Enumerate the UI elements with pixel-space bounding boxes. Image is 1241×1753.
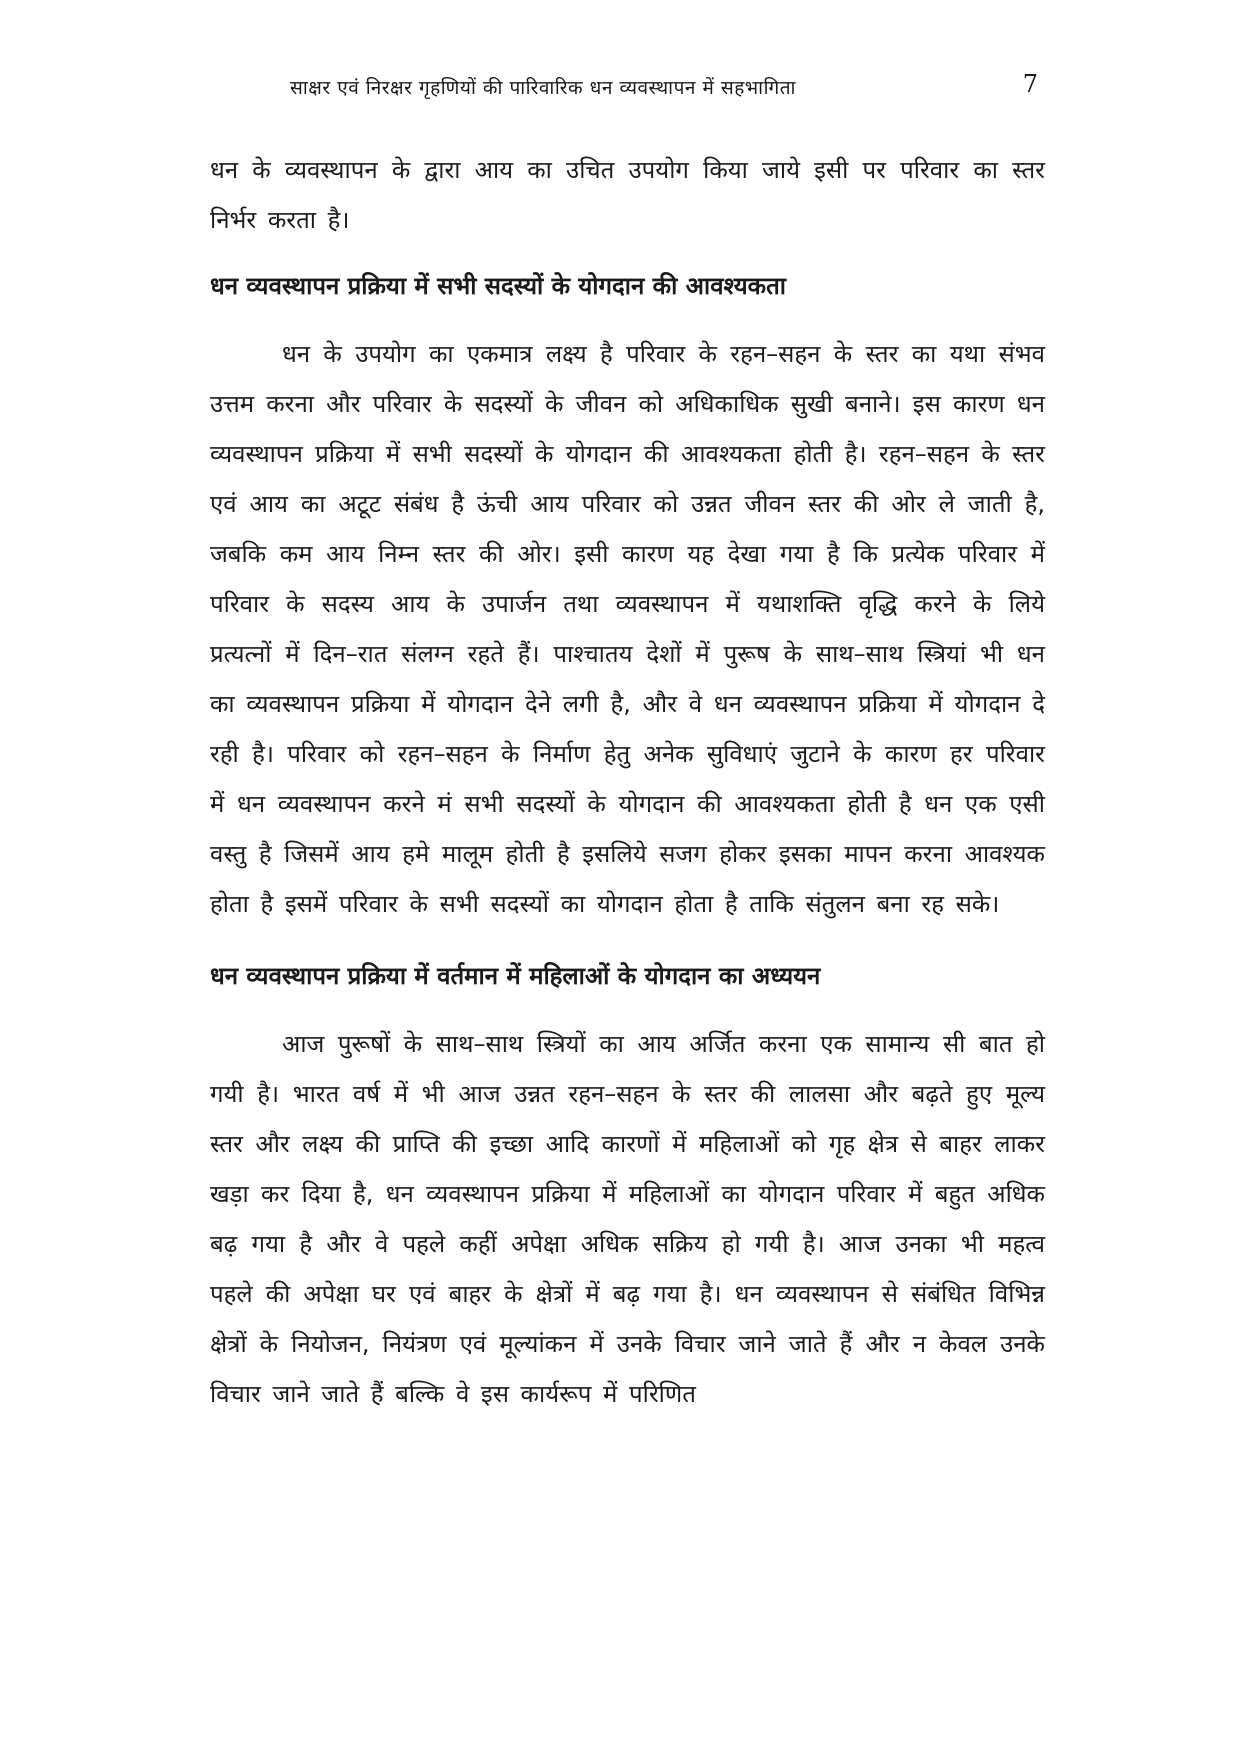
paragraph-member-contribution: धन के उपयोग का एकमात्र लक्ष्य है परिवार के रहन–सहन के स्तर का यथा संभव उत्तम करना और परिवार के सदस्यों के जीवन को अधिकाधिक सुखी बनाने। इस कारण धन व्यवस्थापन प्रक्रिया में सभी सदस्यों के योगदान की आवश्यकता होती है। रहन–सहन के स्तर एवं आय का अटूट संबंध है ऊंची आय परिवार को उन्नत जीवन स्तर की ओर ले जाती है, जबकि कम आय निम्न स्तर की ओर। इसी कारण यह देखा गया है कि प्रत्येक परिवार में परिवार के सदस्य आय के उपार्जन तथा व्यवस्थापन में यथाशक्ति वृद्धि करने के लिये प्रत्यत्नों में दिन–रात संलग्न रहते हैं। पाश्चातय देशों में पुरूष के साथ–साथ स्त्रियां भी धन का व्यवस्थापन प्रक्रिया में योगदान देने लगी है, और वे धन व्यवस्थापन प्रक्रिया में योगदान दे रही है। परिवार को रहन–सहन के निर्माण हेतु अनेक सुविधाएं जुटाने के कारण हर परिवार में धन व्यवस्थापन करने मं सभी सदस्यों के योगदान की आवश्यकता होती है धन एक एसी वस्तु है जिसमें आय हमे मालूम होती है इसलिये सजग होकर इसका मापन करना आवश्यक होता है इसमें परिवार के सभी सदस्यों का योगदान होता है ताकि संतुलन बना रह सके। [210, 340, 1045, 918]
paragraph-continuation: धन के व्यवस्थापन के द्वारा आय का उचित उपयोग किया जाये इसी पर परिवार का स्तर निर्भर करता है। [210, 156, 1045, 234]
running-title: साक्षर एवं निरक्षर गृहणियों की पारिवारिक धन व्यवस्थापन में सहभागिता [290, 77, 796, 99]
paragraph-women-contribution: आज पुरूषों के साथ–साथ स्त्रियों का आय अर्जित करना एक सामान्य सी बात हो गयी है। भारत वर्ष में भी आज उन्नत रहन–सहन के स्तर की लालसा और बढ़ते हुए मूल्य स्तर और लक्ष्य की प्राप्ति की इच्छा आदि कारणों में महिलाओं को गृह क्षेत्र से बाहर लाकर खड़ा कर दिया है, धन व्यवस्थापन प्रक्रिया में महिलाओं का योगदान परिवार में बहुत अधिक बढ़ गया है और वे पहले कहीं अपेक्षा अधिक सक्रिय हो गयी है। आज उनका भी महत्व पहले की अपेक्षा घर एवं बाहर के क्षेत्रों में बढ़ गया है। धन व्यवस्थापन से संबंधित विभिन्न क्षेत्रों के नियोजन, नियंत्रण एवं मूल्यांकन में उनके विचार जाने जाते हैं और न केवल उनके विचार जाने जाते हैं बल्कि वे इस कार्यरूप में परिणित [210, 1030, 1045, 1408]
section-heading-women-contribution: धन व्यवस्थापन प्रक्रिया में वर्तमान में महिलाओं के योगदान का अध्ययन [210, 962, 821, 990]
section-heading-member-contribution: धन व्यवस्थापन प्रक्रिया में सभी सदस्यों के योगदान की आवश्यकता [210, 272, 786, 300]
page-number: 7 [1022, 70, 1038, 98]
running-header [210, 68, 1038, 108]
page-body [210, 145, 1045, 1419]
